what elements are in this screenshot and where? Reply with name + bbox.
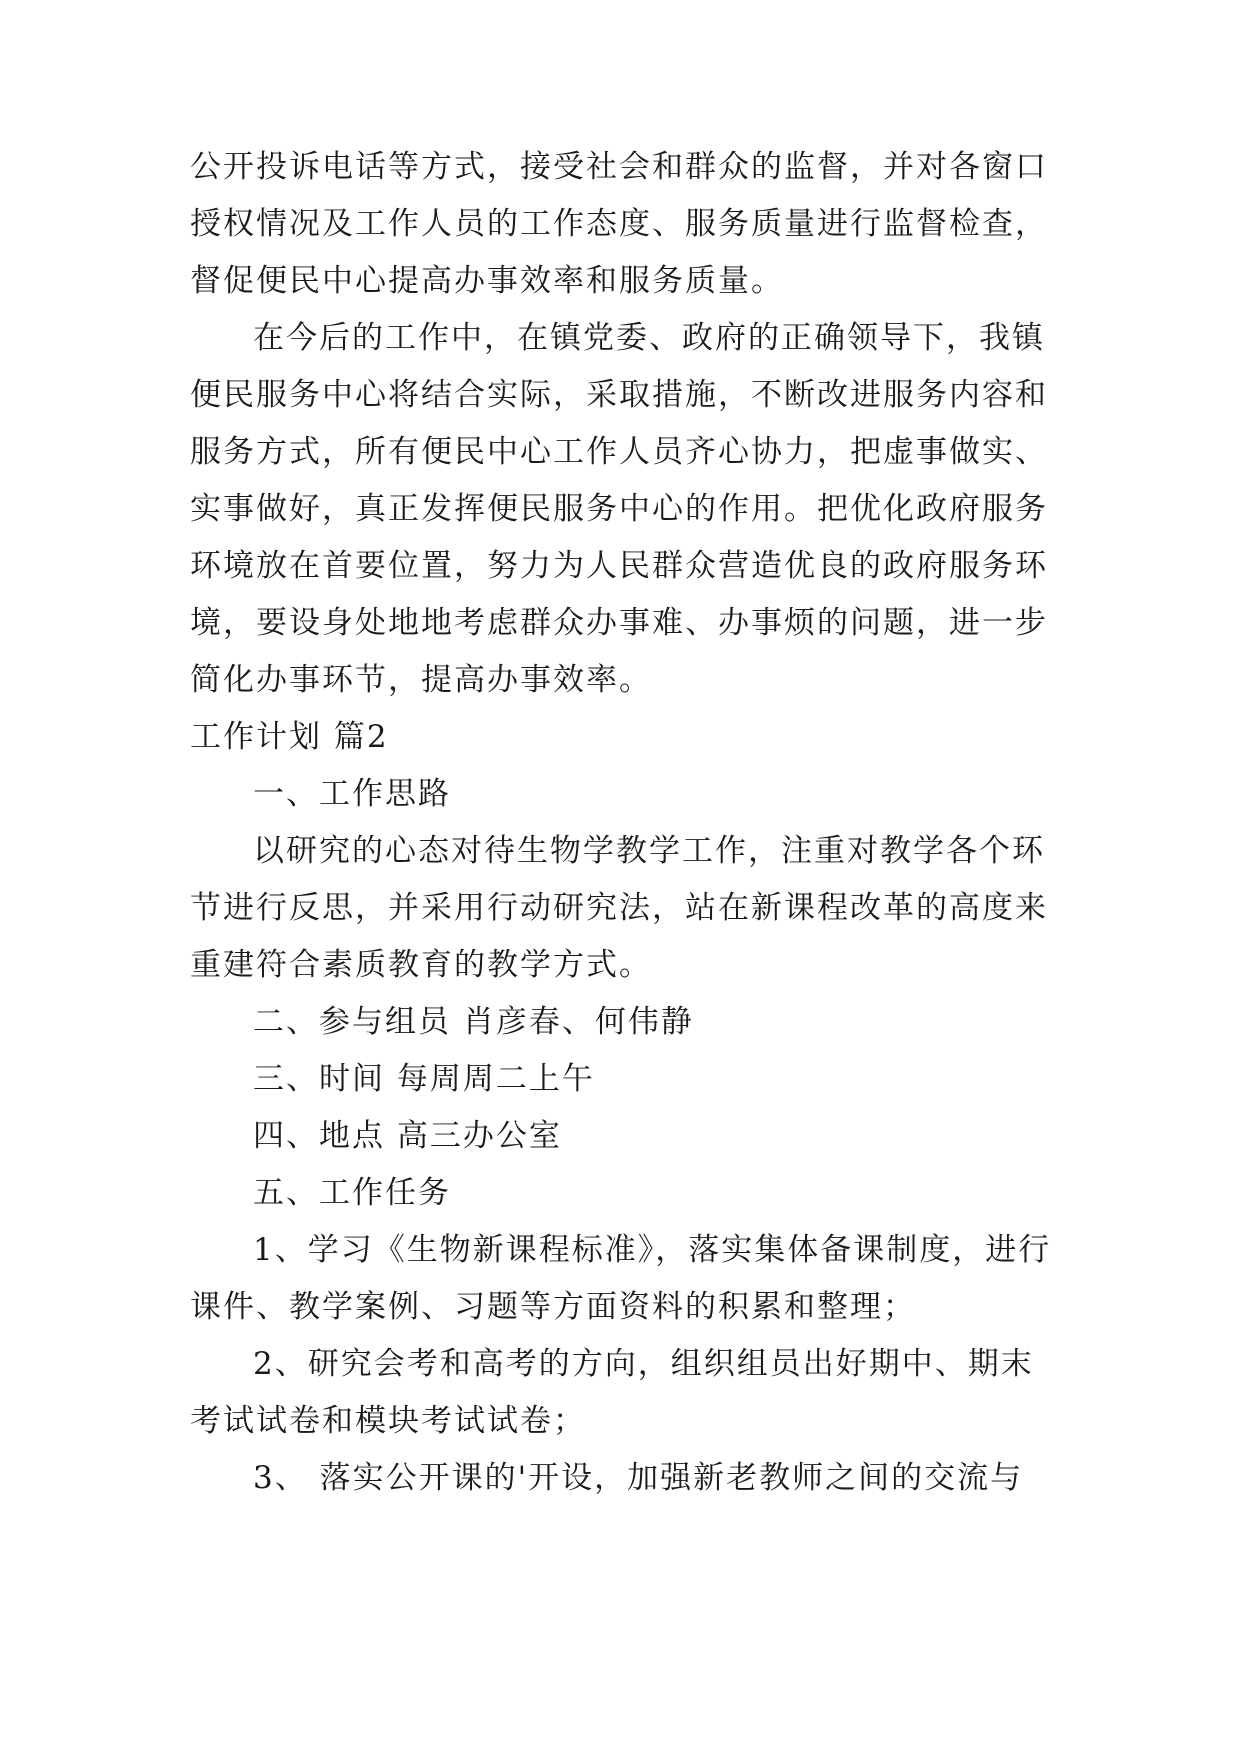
text-line-14: 节进行反思，并采用行动研究法，站在新课程改革的高度来 (190, 890, 1048, 926)
text-line-18: 四、地点 高三办公室 (253, 1118, 562, 1154)
text-line-8: 环境放在首要位置，努力为人民群众营造优良的政府服务环 (190, 548, 1048, 584)
text-line-10: 简化办事环节，提高办事效率。 (190, 662, 652, 698)
text-line-4: 在今后的工作中，在镇党委、政府的正确领导下，我镇 (253, 320, 1045, 356)
text-line-24: 3、 落实公开课的'开设，加强新老教师之间的交流与 (253, 1460, 1024, 1496)
text-line-19: 五、工作任务 (253, 1175, 451, 1211)
text-line-7: 实事做好，真正发挥便民服务中心的作用。把优化政府服务 (190, 491, 1048, 527)
text-line-22: 2、研究会考和高考的方向，组织组员出好期中、期末 (253, 1346, 1034, 1382)
text-line-17: 三、时间 每周周二上午 (253, 1061, 595, 1097)
text-line-3: 督促便民中心提高办事效率和服务质量。 (190, 263, 784, 299)
section-heading: 工作计划 篇2 (190, 719, 389, 755)
text-line-20: 1、学习《生物新课程标准》，落实集体备课制度，进行 (253, 1232, 1052, 1268)
text-line-2: 授权情况及工作人员的工作态度、服务质量进行监督检查， (190, 206, 1048, 242)
text-line-21: 课件、教学案例、习题等方面资料的积累和整理； (190, 1289, 916, 1325)
text-line-15: 重建符合素质教育的教学方式。 (190, 947, 652, 983)
text-line-1: 公开投诉电话等方式，接受社会和群众的监督，并对各窗口 (190, 149, 1048, 185)
text-line-9: 境，要设身处地地考虑群众办事难、办事烦的问题，进一步 (190, 605, 1048, 641)
text-line-23: 考试试卷和模块考试试卷； (190, 1403, 586, 1439)
text-line-5: 便民服务中心将结合实际，采取措施，不断改进服务内容和 (190, 377, 1048, 413)
text-line-6: 服务方式，所有便民中心工作人员齐心协力，把虚事做实、 (190, 434, 1048, 470)
text-line-13: 以研究的心态对待生物学教学工作，注重对教学各个环 (253, 833, 1045, 869)
text-line-12: 一、工作思路 (253, 776, 451, 812)
text-line-16: 二、参与组员 肖彦春、何伟静 (253, 1004, 694, 1040)
